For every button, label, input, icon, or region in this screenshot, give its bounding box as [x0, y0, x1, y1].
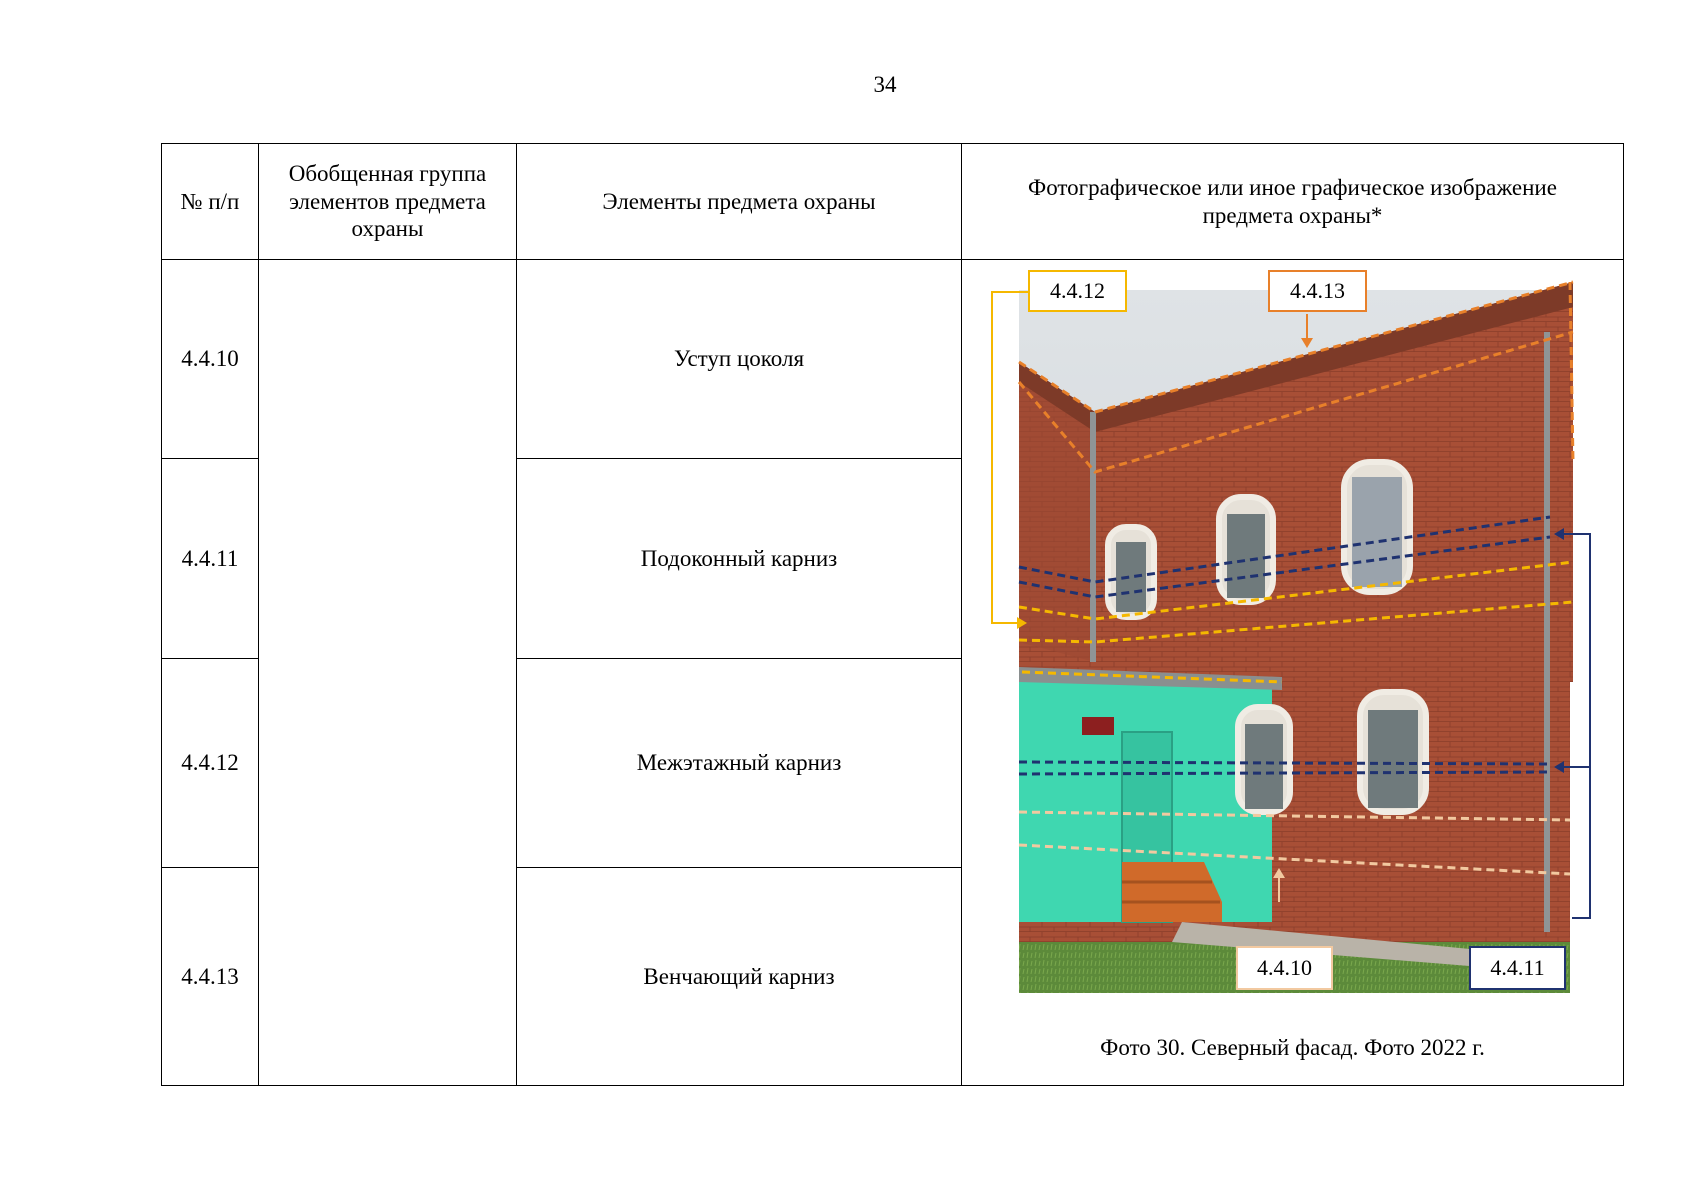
header-image: Фотографическое или иное графическое изображение предмета охраны* [962, 144, 1624, 260]
heritage-elements-table [161, 143, 1624, 1086]
table-header-row [162, 144, 1624, 260]
row-element: Венчающий карниз [517, 867, 962, 1085]
photo-caption: Фото 30. Северный фасад. Фото 2022 г. [1100, 1035, 1485, 1061]
row-element: Уступ цоколя [517, 260, 962, 459]
page-number: 34 [873, 72, 897, 97]
table-row [162, 260, 1624, 459]
callout-4-4-11-label: 4.4.11 [1490, 954, 1545, 980]
callout-4-4-11 [1469, 946, 1566, 990]
header-num: № п/п [162, 144, 259, 260]
row-num: 4.4.11 [162, 459, 259, 658]
row-num: 4.4.12 [162, 658, 259, 867]
photo-cell [962, 260, 1624, 1086]
row-num: 4.4.10 [162, 260, 259, 459]
header-elements: Элементы предмета охраны [517, 144, 962, 260]
row-element: Межэтажный карниз [517, 658, 962, 867]
callout-4-4-13 [1268, 270, 1367, 312]
header-group: Обобщенная группа элементов предмета охраны [259, 144, 517, 260]
callout-4-4-10 [1236, 946, 1333, 990]
row-num: 4.4.13 [162, 867, 259, 1085]
callout-4-4-10-label: 4.4.10 [1257, 954, 1312, 980]
callout-4-4-13-label: 4.4.13 [1290, 277, 1345, 303]
callout-4-4-12-label: 4.4.12 [1050, 277, 1105, 303]
facade-photo [982, 262, 1602, 1022]
row-element: Подоконный карниз [517, 459, 962, 658]
group-cell [259, 260, 517, 1086]
photo-content [1019, 282, 1573, 993]
callout-4-4-12 [1028, 270, 1127, 312]
